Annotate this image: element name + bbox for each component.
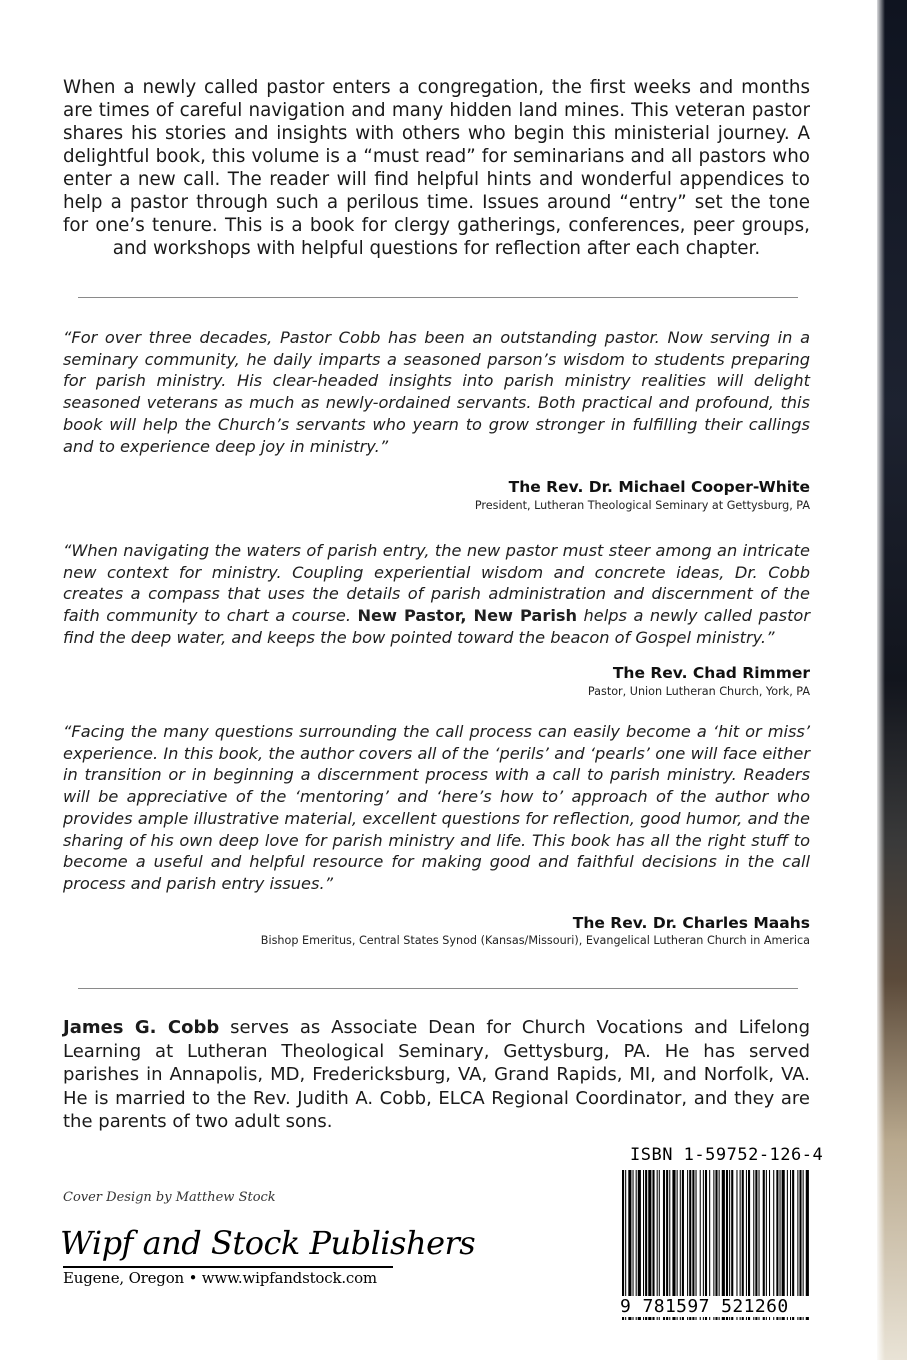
endorsement-2-text-start: “When navigating the waters of parish entry, the new pastor must steer among an intricate new context for ministry. Coupling experiential wisdom and concrete ideas, Dr. Cobb creates a compass that uses the details of parish administration and discernment of the faith community to chart a course. [63,541,810,626]
endorsement-2-name: The Rev. Chad Rimmer [612,664,810,682]
endorsement-2-text [63,540,810,649]
author-name: James G. Cobb [63,1017,220,1038]
author-bio [63,1016,810,1134]
endorsement-1-text: “For over three decades, Pastor Cobb has been an outstanding pastor. Now serving in a seminary community, he daily imparts a seasoned parson’s wisdom to students preparing for parish ministry. His clear-headed insights into parish ministry realities will delight seasoned veterans as much as newly-ordained servants. Both practical and profound, this book will help the Church’s servants who yearn to grow stronger in fulfilling their callings and to experience deep joy in ministry.” [63,328,810,456]
book-title: New Pastor, New Parish [357,606,578,626]
endorsement-1-name: The Rev. Dr. Michael Cooper-White [508,478,810,496]
endorsement-3-name: The Rev. Dr. Charles Maahs [572,914,810,932]
publisher-location: Eugene, Oregon • www.wipfandstock.com [63,1269,377,1287]
endorsement-2-text-end: helps a newly called pastor find the deep water, and keeps the bow pointed toward the beacon of Gospel ministry.” [63,606,810,647]
cover-design-credit: Cover Design by Matthew Stock [63,1190,276,1205]
isbn-barcode-block [620,1145,824,1317]
endorsement-1-title: President, Lutheran Theological Seminary at Gettysburg, PA [474,499,810,512]
isbn-digits: 9 781597 521260 [620,1296,812,1317]
book-description: When a newly called pastor enters a congregation, the first weeks and months are times of careful navigation and many hidden land mines. This veteran pastor shares his stories and insights with others who begin this ministerial journey. A delightful book, this volume is a “must read” for seminarians and all pastors who enter a new call. The reader will find helpful hints and wonderful appendices to help a pastor through such a perilous time. Issues around “entry” set the tone for one’s tenure. This is a book for clergy gatherings, conferences, peer groups, and workshops with helpful questions for reflection after each chapter. [63,77,810,259]
endorsement-3-title: Bishop Emeritus, Central States Synod (Kansas/Missouri), Evangelical Lutheran Church in America [260,934,810,947]
cover-image-edge [877,0,907,1360]
divider-top [78,297,798,298]
author-bio-text: serves as Associate Dean for Church Vocations and Lifelong Learning at Lutheran Theological Seminary, Gettysburg, PA. He has served parishes in Annapolis, MD, Fredericksburg, VA, Grand Rapids, MI, and Norfolk, VA. He is married to the Rev. Judith A. Cobb, ELCA Regional Coordinator, and they are the parents of two adult sons. [63,1017,810,1132]
endorsement-3-text: “Facing the many questions surrounding the call process can easily become a ‘hit or miss’ experience. In this book, the author covers all of the ‘perils’ and ‘pearls’ one will face either in transition or in beginning a discernment process with a call to parish ministry. Readers will be appreciative of the ‘mentoring’ and ‘here’s how to’ approach of the author who provides ample illustrative material, excellent questions for reflection, good humor, and the sharing of his own deep love for parish ministry and life. This book has all the right stuff to become a useful and helpful resource for making good and faithful decisions in the call process and parish entry issues.” [63,722,810,893]
publisher-underline [63,1266,393,1268]
endorsement-2-title: Pastor, Union Lutheran Church, York, PA [587,685,810,698]
publisher-logo: Wipf and Stock Publishers [60,1224,476,1262]
isbn-label: ISBN 1-59752-126-4 [630,1145,824,1165]
divider-bottom [78,988,798,989]
